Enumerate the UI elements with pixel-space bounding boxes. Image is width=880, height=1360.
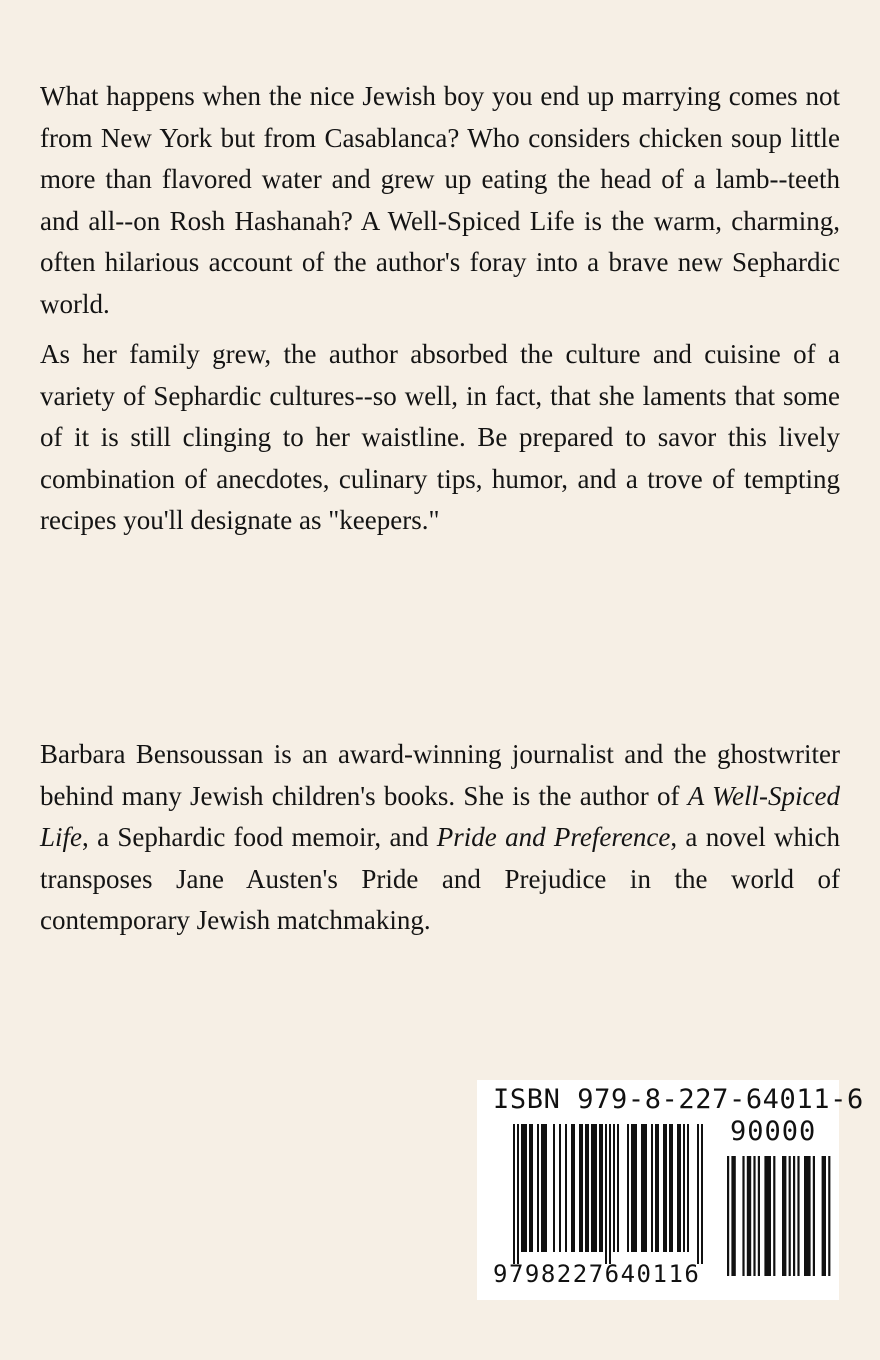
book-title-pride-and-preference: Pride and Preference	[436, 822, 671, 852]
barcode-bar	[631, 1124, 637, 1252]
barcode-bar	[605, 1124, 607, 1264]
barcode-bar	[565, 1124, 567, 1252]
barcode-bar	[677, 1124, 681, 1252]
barcode-bar	[655, 1124, 659, 1252]
barcode-bar	[687, 1124, 689, 1252]
barcode-bar	[541, 1124, 547, 1252]
barcode-bar	[773, 1156, 775, 1276]
barcode-bar	[537, 1124, 539, 1252]
bio-text-3: , a novel which transposes Jane Austen's Pride and Prejudice in the world of contemporary Jewish matchmaking.	[40, 822, 840, 935]
blurb-paragraph-2: As her family grew, the author absorbed the culture and cuisine of a variety of Sephardic cultures--so well, in fact, that she laments that some of it is still clinging to her waistline. Be prepared to savor this lively combination of anecdotes, culinary tips, humor, and a trove of tempting recipes you'll designate as "keepers."	[40, 339, 840, 535]
barcode-bar	[651, 1124, 653, 1252]
barcode-bar	[813, 1156, 815, 1276]
barcode-bar	[559, 1124, 561, 1252]
barcode-bar	[789, 1156, 791, 1276]
barcode-bar	[613, 1124, 615, 1252]
price-code: 90000	[730, 1116, 817, 1147]
barcode-bar	[591, 1124, 597, 1252]
barcode-bar	[585, 1124, 589, 1252]
barcode-bar	[627, 1124, 629, 1252]
barcode-bar	[804, 1156, 811, 1276]
isbn-barcode	[477, 1080, 864, 1300]
barcode-bar	[782, 1156, 786, 1276]
isbn-label: ISBN 979-8-227-64011-6	[493, 1084, 864, 1115]
barcode-bar	[517, 1124, 519, 1264]
bio-text-1: Barbara Bensoussan is an award-winning journalist and the ghostwriter behind many Jewish children's books. She is the author of	[40, 739, 840, 811]
barcode-bar	[513, 1124, 515, 1264]
barcode-bar	[797, 1156, 799, 1276]
book-title-well-spiced-life: A Well-Spiced Life	[40, 780, 840, 852]
barcode-bar	[599, 1124, 603, 1252]
ean-barcode-bars	[513, 1124, 703, 1264]
barcode-bar	[793, 1156, 795, 1276]
author-bio	[40, 734, 840, 942]
barcode-bar	[683, 1124, 685, 1252]
barcode-bar	[727, 1156, 729, 1276]
barcode-bar	[669, 1124, 673, 1252]
barcode-bar	[617, 1124, 619, 1252]
barcode-bar	[822, 1156, 826, 1276]
book-blurb	[40, 76, 840, 542]
barcode-bar	[764, 1156, 771, 1276]
addon-barcode-bars	[727, 1156, 830, 1276]
barcode-bar	[663, 1124, 667, 1252]
barcode-bar	[571, 1124, 575, 1252]
barcode-bar	[828, 1156, 830, 1276]
barcode-bar	[579, 1124, 583, 1252]
barcode-bar	[521, 1124, 527, 1252]
barcode-bar	[731, 1156, 735, 1276]
barcode-bar	[641, 1124, 647, 1252]
ean-digits: 9798227640116	[493, 1260, 701, 1288]
barcode-bar	[701, 1124, 703, 1264]
barcode-bar	[753, 1156, 755, 1276]
barcode-bar	[553, 1124, 555, 1252]
barcode-bar	[529, 1124, 533, 1252]
barcode-bar	[742, 1156, 744, 1276]
barcode-bar	[697, 1124, 699, 1264]
barcode-bar	[609, 1124, 611, 1264]
blurb-paragraph-1: What happens when the nice Jewish boy you end up marrying comes not from New York but from Casablanca? Who considers chicken soup little more than flavored water and grew up eating the head of a lamb--teeth and all--on Rosh Hashanah? A Well-Spiced Life is the warm, charming, often hilarious account of the author's foray into a brave new Sephardic world.	[40, 81, 840, 319]
bio-text-2: , a Sephardic food memoir, and	[82, 822, 437, 852]
barcode-bar	[758, 1156, 760, 1276]
author-bio-paragraph	[40, 734, 840, 942]
barcode-bar	[747, 1156, 751, 1276]
